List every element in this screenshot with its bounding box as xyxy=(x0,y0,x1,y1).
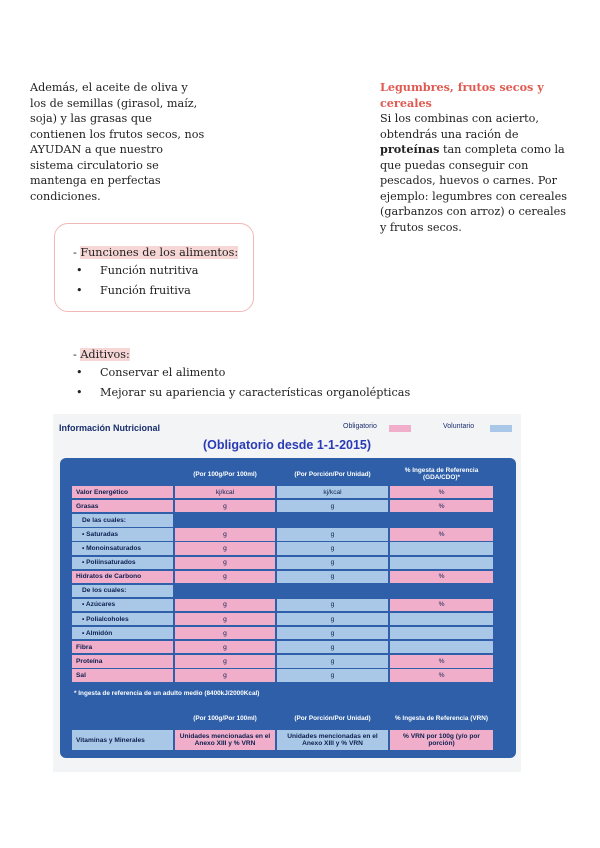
table-cell xyxy=(390,585,493,597)
funciones-title-text: Funciones de los alimentos: xyxy=(80,246,239,259)
table-row-label: • Monoinsaturados xyxy=(72,542,173,554)
table-cell: g xyxy=(277,500,388,512)
column-header: (Por 100g/Por 100ml) xyxy=(193,715,257,722)
legumbres-heading: Legumbres, frutos secos y cereales xyxy=(380,80,544,110)
table-cell: g xyxy=(277,557,388,569)
right-text-after: tan completa como la que puedas conseguir con pescados, huevos o carnes. Por ejemplo: legumbres con cereales (garbanzos con arroz) o cereales y frutos secos. xyxy=(380,143,567,234)
table-cell: g xyxy=(175,599,275,611)
right-paragraph xyxy=(380,80,575,235)
table-row-label: Sal xyxy=(72,669,173,681)
table-cell xyxy=(175,585,275,597)
column-header: % Ingesta de Referencia (GDA/CDO)* xyxy=(404,467,479,481)
list-item-label: Mejorar su apariencia y características organolépticas xyxy=(100,386,411,399)
table-cell: g xyxy=(277,641,388,653)
table-cell: g xyxy=(175,655,275,667)
table-cell: g xyxy=(175,557,275,569)
table-cell: g xyxy=(175,528,275,540)
table-cell xyxy=(390,557,493,569)
table-cell: g xyxy=(277,599,388,611)
funciones-dash: - xyxy=(73,246,81,259)
column-header: (Por Porción/Por Unidad) xyxy=(294,715,371,722)
table-row-label: • Poliinsaturados xyxy=(72,557,173,569)
legend-voluntary-label: Voluntario xyxy=(443,423,475,430)
table-cell xyxy=(277,585,388,597)
bullet-icon: • xyxy=(76,264,83,277)
legend-mandatory-swatch xyxy=(389,425,411,432)
table-row-label: • Polialcoholes xyxy=(72,613,173,625)
nutrition-subtitle: (Obligatorio desde 1-1-2015) xyxy=(202,438,372,452)
table-cell: g xyxy=(277,655,388,667)
table-cell xyxy=(390,514,493,526)
table-row-label: • Almidón xyxy=(72,627,173,639)
table-row-label: • Azúcares xyxy=(72,599,173,611)
table-cell: g xyxy=(277,571,388,583)
table-cell: kj/kcal xyxy=(277,486,388,498)
table-cell xyxy=(390,542,493,554)
table-cell: g xyxy=(277,669,388,681)
table-cell: % xyxy=(390,655,493,667)
bullet-icon: • xyxy=(76,386,83,399)
table-cell xyxy=(390,613,493,625)
table-cell: g xyxy=(277,627,388,639)
table-cell: g xyxy=(175,613,275,625)
column-header: (Por Porción/Por Unidad) xyxy=(294,470,371,478)
table-row-label: De los cuales: xyxy=(72,585,173,597)
list-item-label: Función nutritiva xyxy=(100,264,199,277)
column-header: (Por 100g/Por 100ml) xyxy=(193,470,257,478)
table-row-label: Fibra xyxy=(72,641,173,653)
table-cell: g xyxy=(175,669,275,681)
table-row-label: • Saturadas xyxy=(72,528,173,540)
aditivos-title xyxy=(73,347,130,362)
table-cell: g xyxy=(277,528,388,540)
legend-mandatory-label: Obligatorio xyxy=(343,423,377,430)
list-item-label: Función fruitiva xyxy=(100,284,191,297)
funciones-title xyxy=(73,245,238,260)
table-cell: % xyxy=(390,571,493,583)
table-cell: % xyxy=(390,528,493,540)
table-cell: kj/kcal xyxy=(175,486,275,498)
table-cell: Unidades mencionadas en el Anexo XIII y % VRN xyxy=(277,730,388,750)
table-cell: g xyxy=(175,627,275,639)
table-cell: % xyxy=(390,486,493,498)
table-row-label: Vitaminas y Minerales xyxy=(72,730,173,750)
table-cell: g xyxy=(175,571,275,583)
table-cell: g xyxy=(175,542,275,554)
table-cell xyxy=(277,514,388,526)
nutrition-table-image xyxy=(53,414,521,772)
legend-voluntary-swatch xyxy=(490,425,512,432)
table-row-label: Valor Energético xyxy=(72,486,173,498)
table-row-label: Proteína xyxy=(72,655,173,667)
table-cell: g xyxy=(277,542,388,554)
table-row-label: De las cuales: xyxy=(72,514,173,526)
table-cell: g xyxy=(277,613,388,625)
nutrition-footnote: * Ingesta de referencia de un adulto medio (8400kJ/2000Kcal) xyxy=(74,690,260,697)
right-text-before: Si los combinas con acierto, obtendrás una ración de xyxy=(380,112,539,141)
table-cell: Unidades mencionadas en el Anexo XIII y % VRN xyxy=(175,730,275,750)
column-header: % Ingesta de Referencia (VRN) xyxy=(394,715,489,722)
table-cell: g xyxy=(175,500,275,512)
nutrition-panel xyxy=(60,458,516,758)
left-paragraph: Además, el aceite de oliva y los de semillas (girasol, maíz, soja) y las grasas que contienen los frutos secos, nos AYUDAN a que nuestro sistema circulatorio se mantenga en perfectas condiciones. xyxy=(30,81,205,203)
table-row-label: Hidratos de Carbono xyxy=(72,571,173,583)
table-cell: % VRN por 100g (y/o por porción) xyxy=(390,730,493,750)
bullet-icon: • xyxy=(76,366,83,379)
right-bold-word: proteínas xyxy=(380,142,440,156)
table-cell xyxy=(175,514,275,526)
table-cell xyxy=(390,641,493,653)
aditivos-title-text: Aditivos: xyxy=(80,348,130,361)
table-cell: g xyxy=(175,641,275,653)
list-item-label: Conservar el alimento xyxy=(100,366,226,379)
table-cell: % xyxy=(390,669,493,681)
bullet-icon: • xyxy=(76,284,83,297)
aditivos-dash: - xyxy=(73,348,81,361)
table-cell: % xyxy=(390,599,493,611)
table-cell: % xyxy=(390,500,493,512)
table-cell xyxy=(390,627,493,639)
nutrition-title: Información Nutricional xyxy=(59,423,161,433)
table-row-label: Grasas xyxy=(72,500,173,512)
